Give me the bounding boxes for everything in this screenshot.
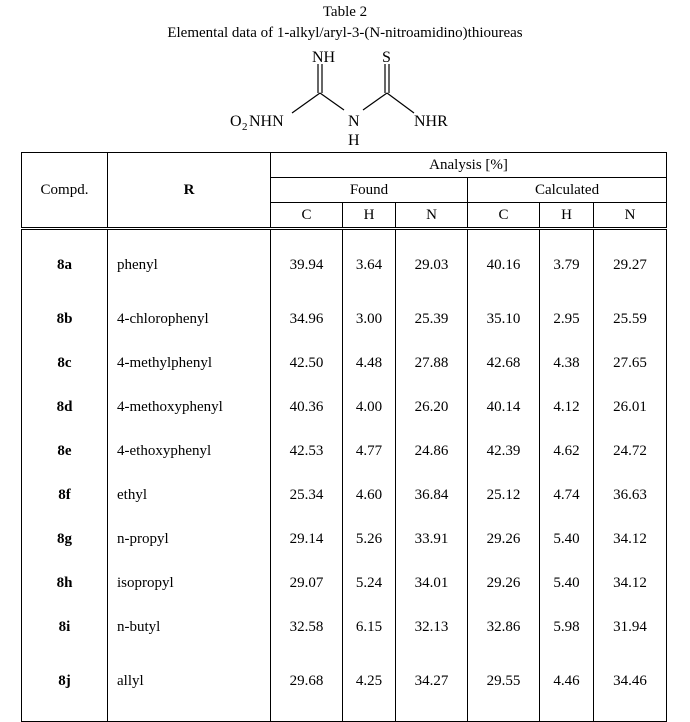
calc-h-cell: 4.74 xyxy=(540,473,594,517)
bond-nhn-c1 xyxy=(292,93,320,113)
table-row xyxy=(22,341,667,385)
compound-id-cell: 8c xyxy=(22,341,108,385)
found-h-cell: 6.15 xyxy=(343,605,396,649)
found-c-cell: 29.68 xyxy=(271,649,343,722)
found-n-cell: 27.88 xyxy=(396,341,468,385)
header-found-c: C xyxy=(271,203,343,229)
calc-n-cell: 31.94 xyxy=(594,605,667,649)
calc-c-cell: 40.14 xyxy=(468,385,540,429)
table-row xyxy=(22,561,667,605)
substituent-cell: n-propyl xyxy=(108,517,271,561)
found-n-cell: 24.86 xyxy=(396,429,468,473)
substituent-cell: 4-methoxyphenyl xyxy=(108,385,271,429)
table-body xyxy=(22,229,667,722)
found-n-cell: 32.13 xyxy=(396,605,468,649)
found-h-cell: 4.25 xyxy=(343,649,396,722)
label-center-n: N xyxy=(348,113,360,130)
found-n-cell: 29.03 xyxy=(396,229,468,298)
found-n-cell: 34.01 xyxy=(396,561,468,605)
calc-n-cell: 34.12 xyxy=(594,517,667,561)
found-n-cell: 33.91 xyxy=(396,517,468,561)
table-row xyxy=(22,517,667,561)
found-c-cell: 32.58 xyxy=(271,605,343,649)
label-nitro-suffix: NHN xyxy=(249,113,284,130)
found-h-cell: 4.77 xyxy=(343,429,396,473)
found-n-cell: 34.27 xyxy=(396,649,468,722)
calc-c-cell: 40.16 xyxy=(468,229,540,298)
found-c-cell: 25.34 xyxy=(271,473,343,517)
table-title: Elemental data of 1-alkyl/aryl-3-(N-nitroamidino)thioureas xyxy=(167,25,523,41)
found-h-cell: 4.48 xyxy=(343,341,396,385)
found-c-cell: 34.96 xyxy=(271,297,343,341)
label-nitro-prefix: O xyxy=(230,113,242,130)
label-nitro-subscript: 2 xyxy=(242,121,248,133)
substituent-cell: ethyl xyxy=(108,473,271,517)
compound-id-cell: 8j xyxy=(22,649,108,722)
calc-c-cell: 29.55 xyxy=(468,649,540,722)
substituent-cell: 4-chlorophenyl xyxy=(108,297,271,341)
compound-id-cell: 8d xyxy=(22,385,108,429)
calc-h-cell: 4.38 xyxy=(540,341,594,385)
found-h-cell: 3.64 xyxy=(343,229,396,298)
calc-c-cell: 25.12 xyxy=(468,473,540,517)
calc-h-cell: 2.95 xyxy=(540,297,594,341)
header-calc-h: H xyxy=(540,203,594,229)
found-h-cell: 5.26 xyxy=(343,517,396,561)
table-row xyxy=(22,297,667,341)
substituent-cell: phenyl xyxy=(108,229,271,298)
calc-c-cell: 29.26 xyxy=(468,517,540,561)
table-row xyxy=(22,429,667,473)
found-c-cell: 42.53 xyxy=(271,429,343,473)
bond-c1-n xyxy=(320,93,344,110)
label-sulfur: S xyxy=(382,49,391,66)
calc-n-cell: 26.01 xyxy=(594,385,667,429)
table-row xyxy=(22,473,667,517)
found-c-cell: 29.14 xyxy=(271,517,343,561)
table-row xyxy=(22,649,667,722)
calc-n-cell: 25.59 xyxy=(594,297,667,341)
substituent-cell: isopropyl xyxy=(108,561,271,605)
calc-h-cell: 4.62 xyxy=(540,429,594,473)
calc-c-cell: 42.39 xyxy=(468,429,540,473)
calc-c-cell: 35.10 xyxy=(468,297,540,341)
found-h-cell: 5.24 xyxy=(343,561,396,605)
header-found-h: H xyxy=(343,203,396,229)
compound-id-cell: 8f xyxy=(22,473,108,517)
header-calc-c: C xyxy=(468,203,540,229)
calc-n-cell: 36.63 xyxy=(594,473,667,517)
table-row xyxy=(22,229,667,298)
substituent-cell: 4-ethoxyphenyl xyxy=(108,429,271,473)
table-row xyxy=(22,385,667,429)
compound-id-cell: 8h xyxy=(22,561,108,605)
header-r: R xyxy=(108,153,271,229)
label-center-h: H xyxy=(348,132,360,149)
found-h-cell: 3.00 xyxy=(343,297,396,341)
bond-n-c2 xyxy=(363,93,387,110)
found-n-cell: 26.20 xyxy=(396,385,468,429)
found-c-cell: 39.94 xyxy=(271,229,343,298)
compound-id-cell: 8e xyxy=(22,429,108,473)
calc-n-cell: 24.72 xyxy=(594,429,667,473)
found-n-cell: 25.39 xyxy=(396,297,468,341)
calc-n-cell: 27.65 xyxy=(594,341,667,385)
structure-bonds xyxy=(292,64,414,113)
compound-id-cell: 8g xyxy=(22,517,108,561)
header-found: Found xyxy=(271,178,468,203)
calc-n-cell: 29.27 xyxy=(594,229,667,298)
found-c-cell: 42.50 xyxy=(271,341,343,385)
chemical-structure-diagram xyxy=(0,44,690,150)
substituent-cell: n-butyl xyxy=(108,605,271,649)
calc-h-cell: 3.79 xyxy=(540,229,594,298)
found-h-cell: 4.60 xyxy=(343,473,396,517)
calc-c-cell: 29.26 xyxy=(468,561,540,605)
calc-h-cell: 4.12 xyxy=(540,385,594,429)
calc-h-cell: 5.40 xyxy=(540,517,594,561)
found-n-cell: 36.84 xyxy=(396,473,468,517)
elemental-data-table xyxy=(21,152,667,722)
found-h-cell: 4.00 xyxy=(343,385,396,429)
compound-id-cell: 8a xyxy=(22,229,108,298)
compound-id-cell: 8i xyxy=(22,605,108,649)
compound-id-cell: 8b xyxy=(22,297,108,341)
bond-c2-nhr xyxy=(387,93,414,113)
found-c-cell: 29.07 xyxy=(271,561,343,605)
substituent-cell: allyl xyxy=(108,649,271,722)
calc-n-cell: 34.12 xyxy=(594,561,667,605)
calc-c-cell: 42.68 xyxy=(468,341,540,385)
calc-h-cell: 4.46 xyxy=(540,649,594,722)
found-c-cell: 40.36 xyxy=(271,385,343,429)
substituent-cell: 4-methylphenyl xyxy=(108,341,271,385)
header-calculated: Calculated xyxy=(468,178,667,203)
calc-n-cell: 34.46 xyxy=(594,649,667,722)
header-calc-n: N xyxy=(594,203,667,229)
calc-h-cell: 5.40 xyxy=(540,561,594,605)
label-nhr: NHR xyxy=(414,113,448,130)
table-row xyxy=(22,605,667,649)
calc-h-cell: 5.98 xyxy=(540,605,594,649)
table-header xyxy=(22,153,667,229)
label-imine: NH xyxy=(312,49,336,66)
table-number: Table 2 xyxy=(322,4,368,20)
calc-c-cell: 32.86 xyxy=(468,605,540,649)
header-compd: Compd. xyxy=(22,153,108,229)
header-analysis: Analysis [%] xyxy=(271,153,667,178)
header-found-n: N xyxy=(396,203,468,229)
